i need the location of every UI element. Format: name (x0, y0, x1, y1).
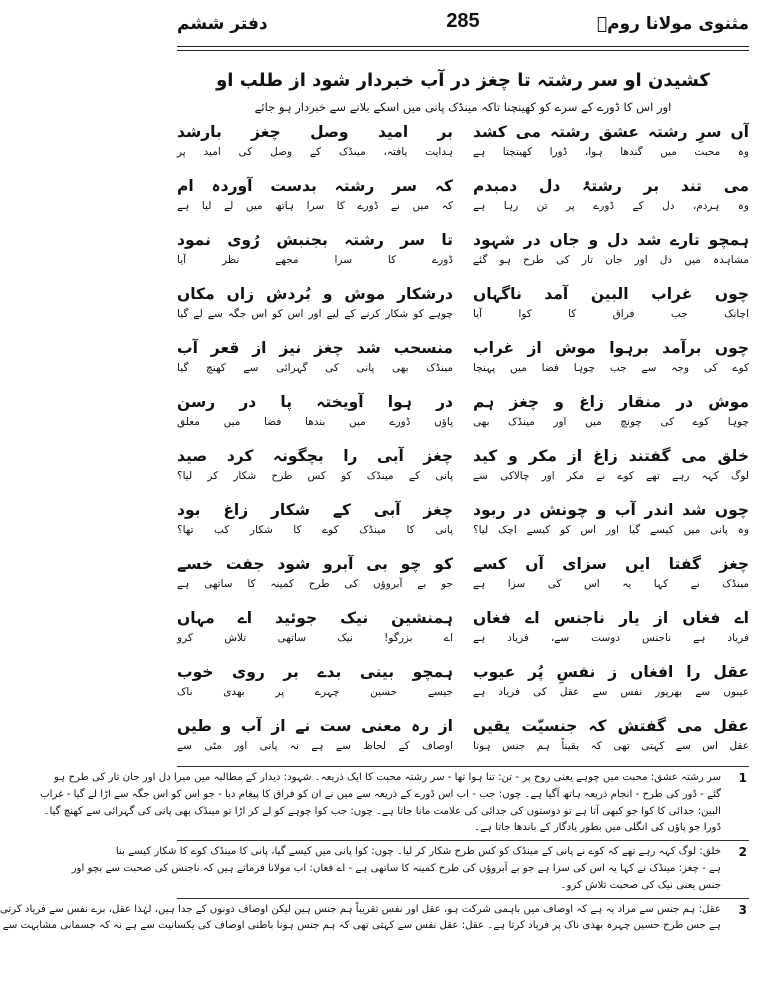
footnote-marker: 3 (738, 902, 747, 917)
verse-translation: اوصاف کے لحاظ سے ہے نہ پانی اور مٹی سے (177, 740, 453, 752)
verse-line: بر امید وصل چغز بارشد (177, 123, 453, 141)
verse-translation: کوے کی وجہ سے جب چوہا فضا میں پہنچا (473, 362, 749, 374)
footnote (40, 770, 749, 837)
verse-translation: وہ پانی میں کیسے گیا اور اس کو کیسے اچک لیا؟ (473, 524, 749, 536)
verse-line: ہمچو بینی بدے بر روی خوب (177, 663, 453, 681)
verse-translation: چوہا کوے کی چونچ میں اور مینڈک بھی (473, 416, 749, 428)
verse-line: درشکار موش و بُردش زاں مکاں (177, 285, 453, 303)
verse-line: چوں برآمد برہوا موش از غراب (473, 339, 749, 357)
header-book-title: مثنوی مولانا رومؒ (596, 14, 749, 34)
verse-line: تا سر رشتہ بجنبش رُوی نمود (177, 231, 453, 249)
verse-translation: لوگ کہہ رہے تھے کوے نے مکر اور چالاکی سے (473, 470, 749, 482)
verse-line: موش در منقار زاغ و چغز ہم (473, 393, 749, 411)
footnotes (0, 763, 749, 935)
footnote-separator (177, 766, 749, 767)
verse-line: چغز گفتا ایں سزای آں کسے (473, 555, 749, 573)
verse-line: از رہ معنی ست نے از آب و طیں (177, 717, 453, 735)
header-rule-double (177, 50, 749, 51)
footnote-line: ہے جس طرح حسین چہرہ بھدی ناک پر فریاد کرتا ہے۔ عقل: عقل نفس سے کہتی تھی کہ ہم جنس ہونا باطنی اوصاف کی یکسانیت سے ہے نہ کہ جسمانی مشابہت سے (2, 920, 721, 932)
footnote-line: سر رشتہ عشق: محبت میں چوہے یعنی روح پر - تن: تنا ہوا تھا - سر رشتہ محبت کا ایک ذریعہ۔ شہود: دیدار کے مطالبہ میں میرا دل اور جان تار کی طرح ہو (53, 772, 721, 783)
header-rule (177, 46, 749, 47)
verse-line: می تند بر رشتۂ دل دمبدم (473, 177, 749, 195)
header-volume-title: دفتر ششم (177, 14, 268, 34)
verse-line: اے فغاں از یار ناجنس اے فغاں (473, 609, 749, 627)
verse-line: عقل را افغاں ز نفسِ پُر عیوب (473, 663, 749, 681)
left-verse-column (177, 120, 453, 768)
footnote-separator (177, 840, 749, 841)
verse-line: کو چو بی آبرو شود جفت خسے (177, 555, 453, 573)
right-verse-column (473, 120, 749, 768)
verse-translation: ڈورے کا سرا مجھے نظر آیا (177, 254, 453, 266)
verse-translation: جو بے آبروؤں کی طرح کمینہ کا ساتھی ہے (177, 578, 453, 590)
verse-translation: وہ ہردم، دل کے ڈورے پر تن رہا ہے (473, 200, 749, 212)
footnote-line: البین: جدائی کا کوا جو کبھی آتا ہے تو دوستوں کی جدائی کی علامت مانا جاتا ہے۔ چوں: جب کوا چوہے کو لے کر اڑا تو مینڈک بھی پانی کی گہرائی سے کھنچ گیا۔ (43, 805, 721, 817)
verse-line: منسحب شد چغز نیز از قعر آب (177, 339, 453, 357)
verse-line: چوں شد اندر آب و چونش در ربود (473, 501, 749, 519)
verse-line: ہمنشین نیک جوئید اے مہاں (177, 609, 453, 627)
verse-line: چغز آبی را بچگونہ کرد صید (177, 447, 453, 465)
verse-line: عقل می گفتش کہ جنسیّت یقیں (473, 717, 749, 735)
footnote-line: جنس یعنی نیک کی صحبت تلاش کرو۔ (560, 879, 721, 891)
footnote-line: خلق: لوگ کہہ رہے تھے کہ کوے نے پانی کے مینڈک کو کس طرح شکار کر لیا۔ چوں: کوا پانی میں کیسے گیا، پانی کا مینڈک کوے کا شکار کیسے بنا (115, 846, 721, 858)
verse-translation: چوہے کو شکار کرنے کے لیے اور اس کو اس جگہ سے لے گیا (177, 308, 453, 320)
verse-translation: پاؤں ڈورے میں بندھا فضا میں معلق (177, 416, 453, 428)
verse-line: آں سرِ رشتہ عشق رشتہ می کشد (473, 123, 749, 141)
footnote-separator (177, 898, 749, 899)
verse-line: چوں غراب البین آمد ناگہاں (473, 285, 749, 303)
verse-translation: مینڈک نے کہا یہ اس کی سزا ہے (473, 578, 749, 590)
section-subheading: اور اس کا ڈورے کے سرے کو کھینچنا تاکہ مینڈک پانی میں اسکے بلانے سے خبردار ہو جائے (254, 100, 672, 114)
section-heading: کشیدن او سر رشتہ تا چغز در آب خبردار شود از طلب او (216, 70, 710, 91)
footnote-line: ہے - چغز: مینڈک نے کہا یہ اس کی سزا ہے جو بے آبروؤں کی طرح کمینہ کا ساتھی ہے - اے فغاں: اب مولانا فرماتے ہیں کہ ناجنس کی صحبت سے بچو اور (71, 862, 721, 874)
verse-line: چغز آبی کے شکار زاغ بود (177, 501, 453, 519)
footnote (71, 844, 749, 894)
verse-line: در ہوا آویختہ پا در رسن (177, 393, 453, 411)
book-page (0, 8, 749, 973)
verse-translation: پانی کے مینڈک کو کس طرح شکار کر لیا؟ (177, 470, 453, 482)
verse-columns (177, 120, 749, 768)
verse-translation: عیبوں سے بھرپور نفس سے عقل کی فریاد ہے (473, 686, 749, 698)
footnote-marker: 2 (738, 845, 747, 860)
verse-translation: مینڈک بھی پانی کی گہرائی سے کھنچ گیا (177, 362, 453, 374)
verse-translation: وہ محبت میں گندھا ہوا، ڈورا کھینچتا ہے (473, 146, 749, 158)
footnote-line: عقل: ہم جنس سے مراد یہ ہے کہ اوصاف میں باہمی شرکت ہو، عقل اور نفس تقریباً ہم جنس ہیں لیکن اوصاف دونوں کے جدا ہیں، لہٰذا عقل، برے نفس سے فریاد کرتی (0, 903, 721, 915)
page-header (177, 8, 749, 44)
verse-translation: پانی کا مینڈک کوے کا شکار کب تھا؟ (177, 524, 453, 536)
verse-line: خلق می گفتند زاغ از مکر و کید (473, 447, 749, 465)
page-number: 285 (446, 10, 480, 32)
footnote-line: ڈورا جو پاؤں کی انگلی میں بطور یادگار کے باندھا جاتا ہے۔ (474, 822, 721, 834)
verse-translation: اچانک جب فراق کا کوا آیا (473, 308, 749, 320)
verse-translation: اے بزرگو! نیک ساتھی تلاش کرو (177, 632, 453, 644)
footnote-line: گئے - ڈور کی طرح - انجام ذریعہ ہاتھ آگیا ہے۔ چوں: جب - اب اس ڈورے کے ذریعہ سے میں نے ان کو فراق کا پیغام دیا - جو اس کو اس جگہ سے اڑا لے گیا - غراب (40, 788, 721, 800)
verse-line: ہمچو تارے شد دل و جاں در شہود (473, 231, 749, 249)
footnote (0, 902, 749, 936)
verse-line: کہ سر رشتہ بدست آوردہ ام (177, 177, 453, 195)
verse-translation: کہ میں نے ڈورے کا سرا ہاتھ میں لے لیا ہے (177, 200, 453, 212)
footnote-marker: 1 (738, 771, 747, 785)
verse-translation: جیسے حسین چہرے پر بھدی ناک (177, 686, 453, 698)
verse-translation: فریاد ہے ناجنس دوست سے، فریاد ہے (473, 632, 749, 644)
verse-translation: مشاہدہ میں دل اور جان تار کی طرح ہو گئے (473, 254, 749, 266)
verse-translation: ہدایت یافتہ، مینڈک کے وصل کی امید پر (177, 146, 453, 158)
verse-translation: عقل اس سے کہتی تھی کہ یقیناً ہم جنس ہونا (473, 740, 749, 752)
